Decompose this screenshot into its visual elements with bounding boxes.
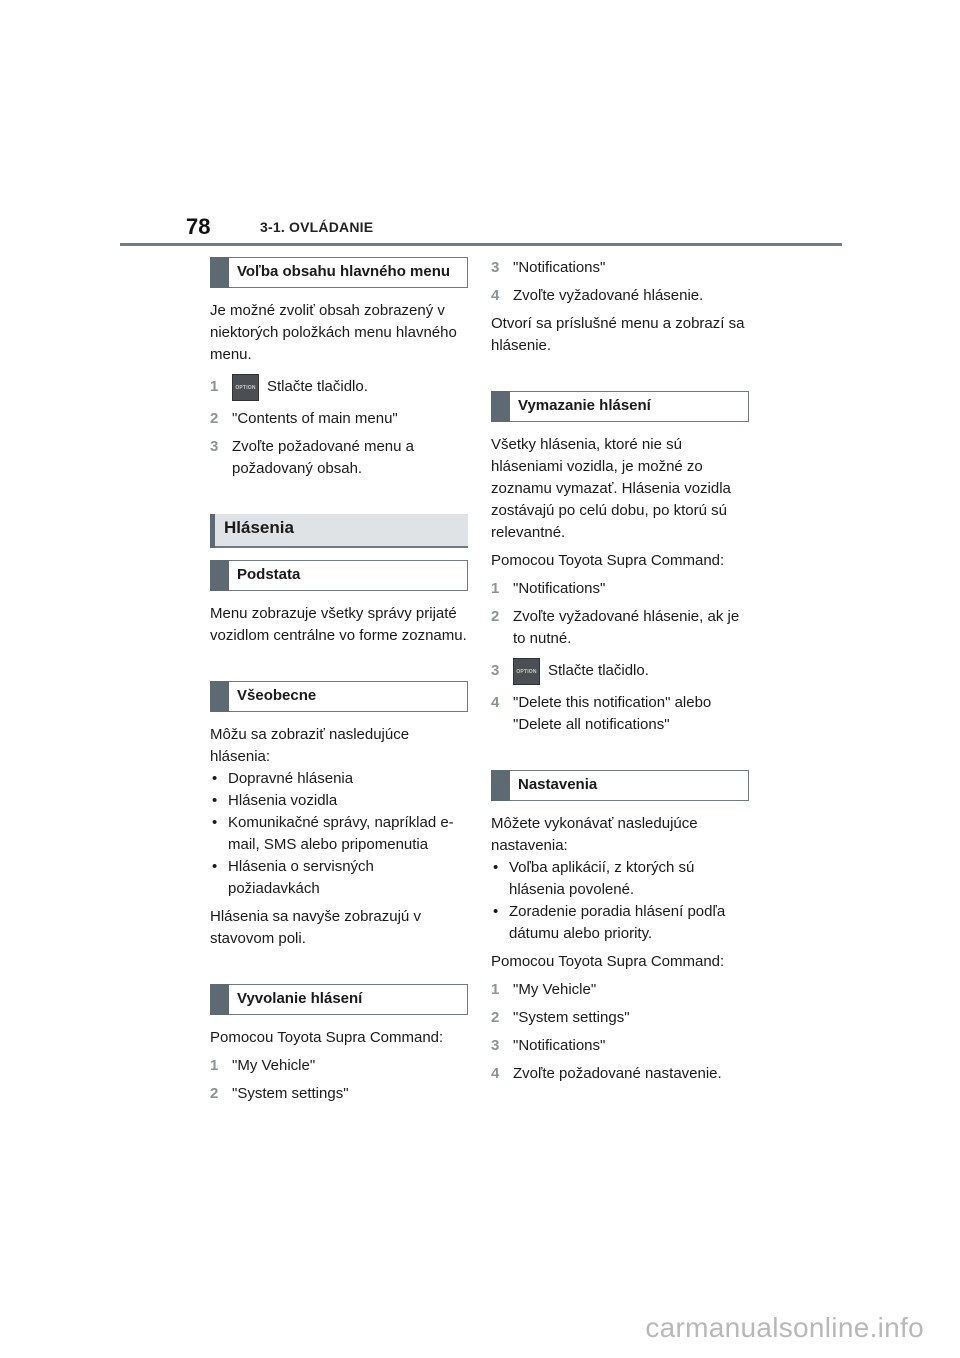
- menu-step: [210, 436, 468, 480]
- menu-step: [210, 408, 468, 430]
- list-item: • Voľba aplikácií, z ktorých sú hlásenia povolené.: [491, 857, 749, 901]
- step-number: 1: [491, 580, 500, 597]
- step-text: Zvoľte požadované nastavenie.: [513, 1065, 722, 1082]
- vseobecne-list: [210, 768, 468, 900]
- heading-menu-contents: Voľba obsahu hlavného menu: [210, 257, 468, 288]
- vymazanie-step: [491, 692, 749, 736]
- step-text: Zvoľte vyžadované hlásenie, ak je to nutné.: [513, 608, 740, 647]
- menu-step: [210, 372, 468, 402]
- right-column: [491, 257, 749, 1085]
- vyvolanie-step: [210, 1055, 468, 1077]
- list-item: • Hlásenia o servisných požiadavkách: [210, 856, 468, 900]
- nastavenia-text-2: Pomocou Toyota Supra Command:: [491, 953, 725, 970]
- menu-text: Je možné zvoliť obsah zobrazený v niektorých položkách menu hlavného menu.: [210, 302, 457, 363]
- list-item: • Komunikačné správy, napríklad e-mail, SMS alebo pripomenutia: [210, 812, 468, 856]
- nastavenia-list: [491, 857, 749, 945]
- vseobecne-text-2: Hlásenia sa navyše zobrazujú v stavovom poli.: [210, 908, 421, 947]
- vyvolanie-step: [491, 285, 749, 307]
- vyvolanie-text: Pomocou Toyota Supra Command:: [210, 1029, 444, 1046]
- vymazanie-step: [491, 606, 749, 650]
- heading-nastavenia: Nastavenia: [491, 770, 749, 801]
- step-number: 2: [210, 1085, 219, 1102]
- step-text: "System settings": [232, 1085, 349, 1102]
- page-number: 78: [186, 214, 211, 239]
- step-number: 2: [491, 1009, 500, 1026]
- step-text: "My Vehicle": [232, 1057, 316, 1074]
- vymazanie-step: [491, 578, 749, 600]
- step-text: "Delete this notification" alebo "Delete all notifications": [513, 694, 712, 733]
- step-text: "Contents of main menu": [232, 410, 398, 427]
- list-item: • Hlásenia vozidla: [210, 790, 468, 812]
- heading-vyvolanie: Vyvolanie hlásení: [210, 984, 468, 1015]
- vyvolanie-result-text: Otvorí sa príslušné menu a zobrazí sa hlásenie.: [491, 315, 745, 354]
- heading-podstata: Podstata: [210, 560, 468, 591]
- step-number: 2: [491, 608, 500, 625]
- vymazanie-text: Všetky hlásenia, ktoré nie sú hláseniami vozidla, je možné zo zoznamu vymazať. Hlásenia vozidla zostávajú po celú dobu, po ktorú sú relevantné.: [491, 436, 731, 541]
- step-number: 4: [491, 1065, 500, 1082]
- header-rule: [120, 243, 842, 246]
- nastavenia-text: Môžete vykonávať nasledujúce nastavenia:: [491, 815, 698, 854]
- watermark: carmanualsonline.info: [645, 1312, 924, 1343]
- step-number: 2: [210, 410, 219, 427]
- step-text: "My Vehicle": [513, 981, 597, 998]
- step-text: Stlačte tlačidlo.: [548, 662, 649, 679]
- section-title-notifications: Hlásenia: [210, 514, 468, 548]
- step-text: Stlačte tlačidlo.: [267, 378, 368, 395]
- nastavenia-step: [491, 1063, 749, 1085]
- step-text: "Notifications": [513, 259, 606, 276]
- nastavenia-step: [491, 979, 749, 1001]
- step-text: Zvoľte požadované menu a požadovaný obsah.: [232, 438, 414, 477]
- vymazanie-step: [491, 656, 749, 686]
- step-number: 1: [491, 981, 500, 998]
- vseobecne-text: Môžu sa zobraziť nasledujúce hlásenia:: [210, 726, 410, 765]
- heading-vseobecne: Všeobecne: [210, 681, 468, 712]
- step-number: 1: [210, 1057, 219, 1074]
- list-item: • Dopravné hlásenia: [210, 768, 468, 790]
- nastavenia-step: [491, 1007, 749, 1029]
- vyvolanie-step: [491, 257, 749, 279]
- step-text: "Notifications": [513, 580, 606, 597]
- option-button-icon: OPTION: [232, 374, 259, 401]
- step-number: 3: [210, 438, 219, 455]
- list-item: • Zoradenie poradia hlásení podľa dátumu alebo priority.: [491, 901, 749, 945]
- heading-vymazanie: Vymazanie hlásení: [491, 391, 749, 422]
- step-number: 4: [491, 287, 500, 304]
- step-number: 3: [491, 662, 500, 679]
- nastavenia-step: [491, 1035, 749, 1057]
- podstata-text: Menu zobrazuje všetky správy prijaté vozidlom centrálne vo forme zoznamu.: [210, 605, 467, 644]
- step-number: 1: [210, 378, 219, 395]
- left-column: [210, 257, 468, 1105]
- step-number: 3: [491, 259, 500, 276]
- step-text: "Notifications": [513, 1037, 606, 1054]
- chapter-title: 3-1. OVLÁDANIE: [260, 219, 374, 235]
- step-number: 4: [491, 694, 500, 711]
- step-text: Zvoľte vyžadované hlásenie.: [513, 287, 704, 304]
- step-number: 3: [491, 1037, 500, 1054]
- vymazanie-text-2: Pomocou Toyota Supra Command:: [491, 552, 725, 569]
- option-button-icon: OPTION: [513, 658, 540, 685]
- step-text: "System settings": [513, 1009, 630, 1026]
- vyvolanie-step: [210, 1083, 468, 1105]
